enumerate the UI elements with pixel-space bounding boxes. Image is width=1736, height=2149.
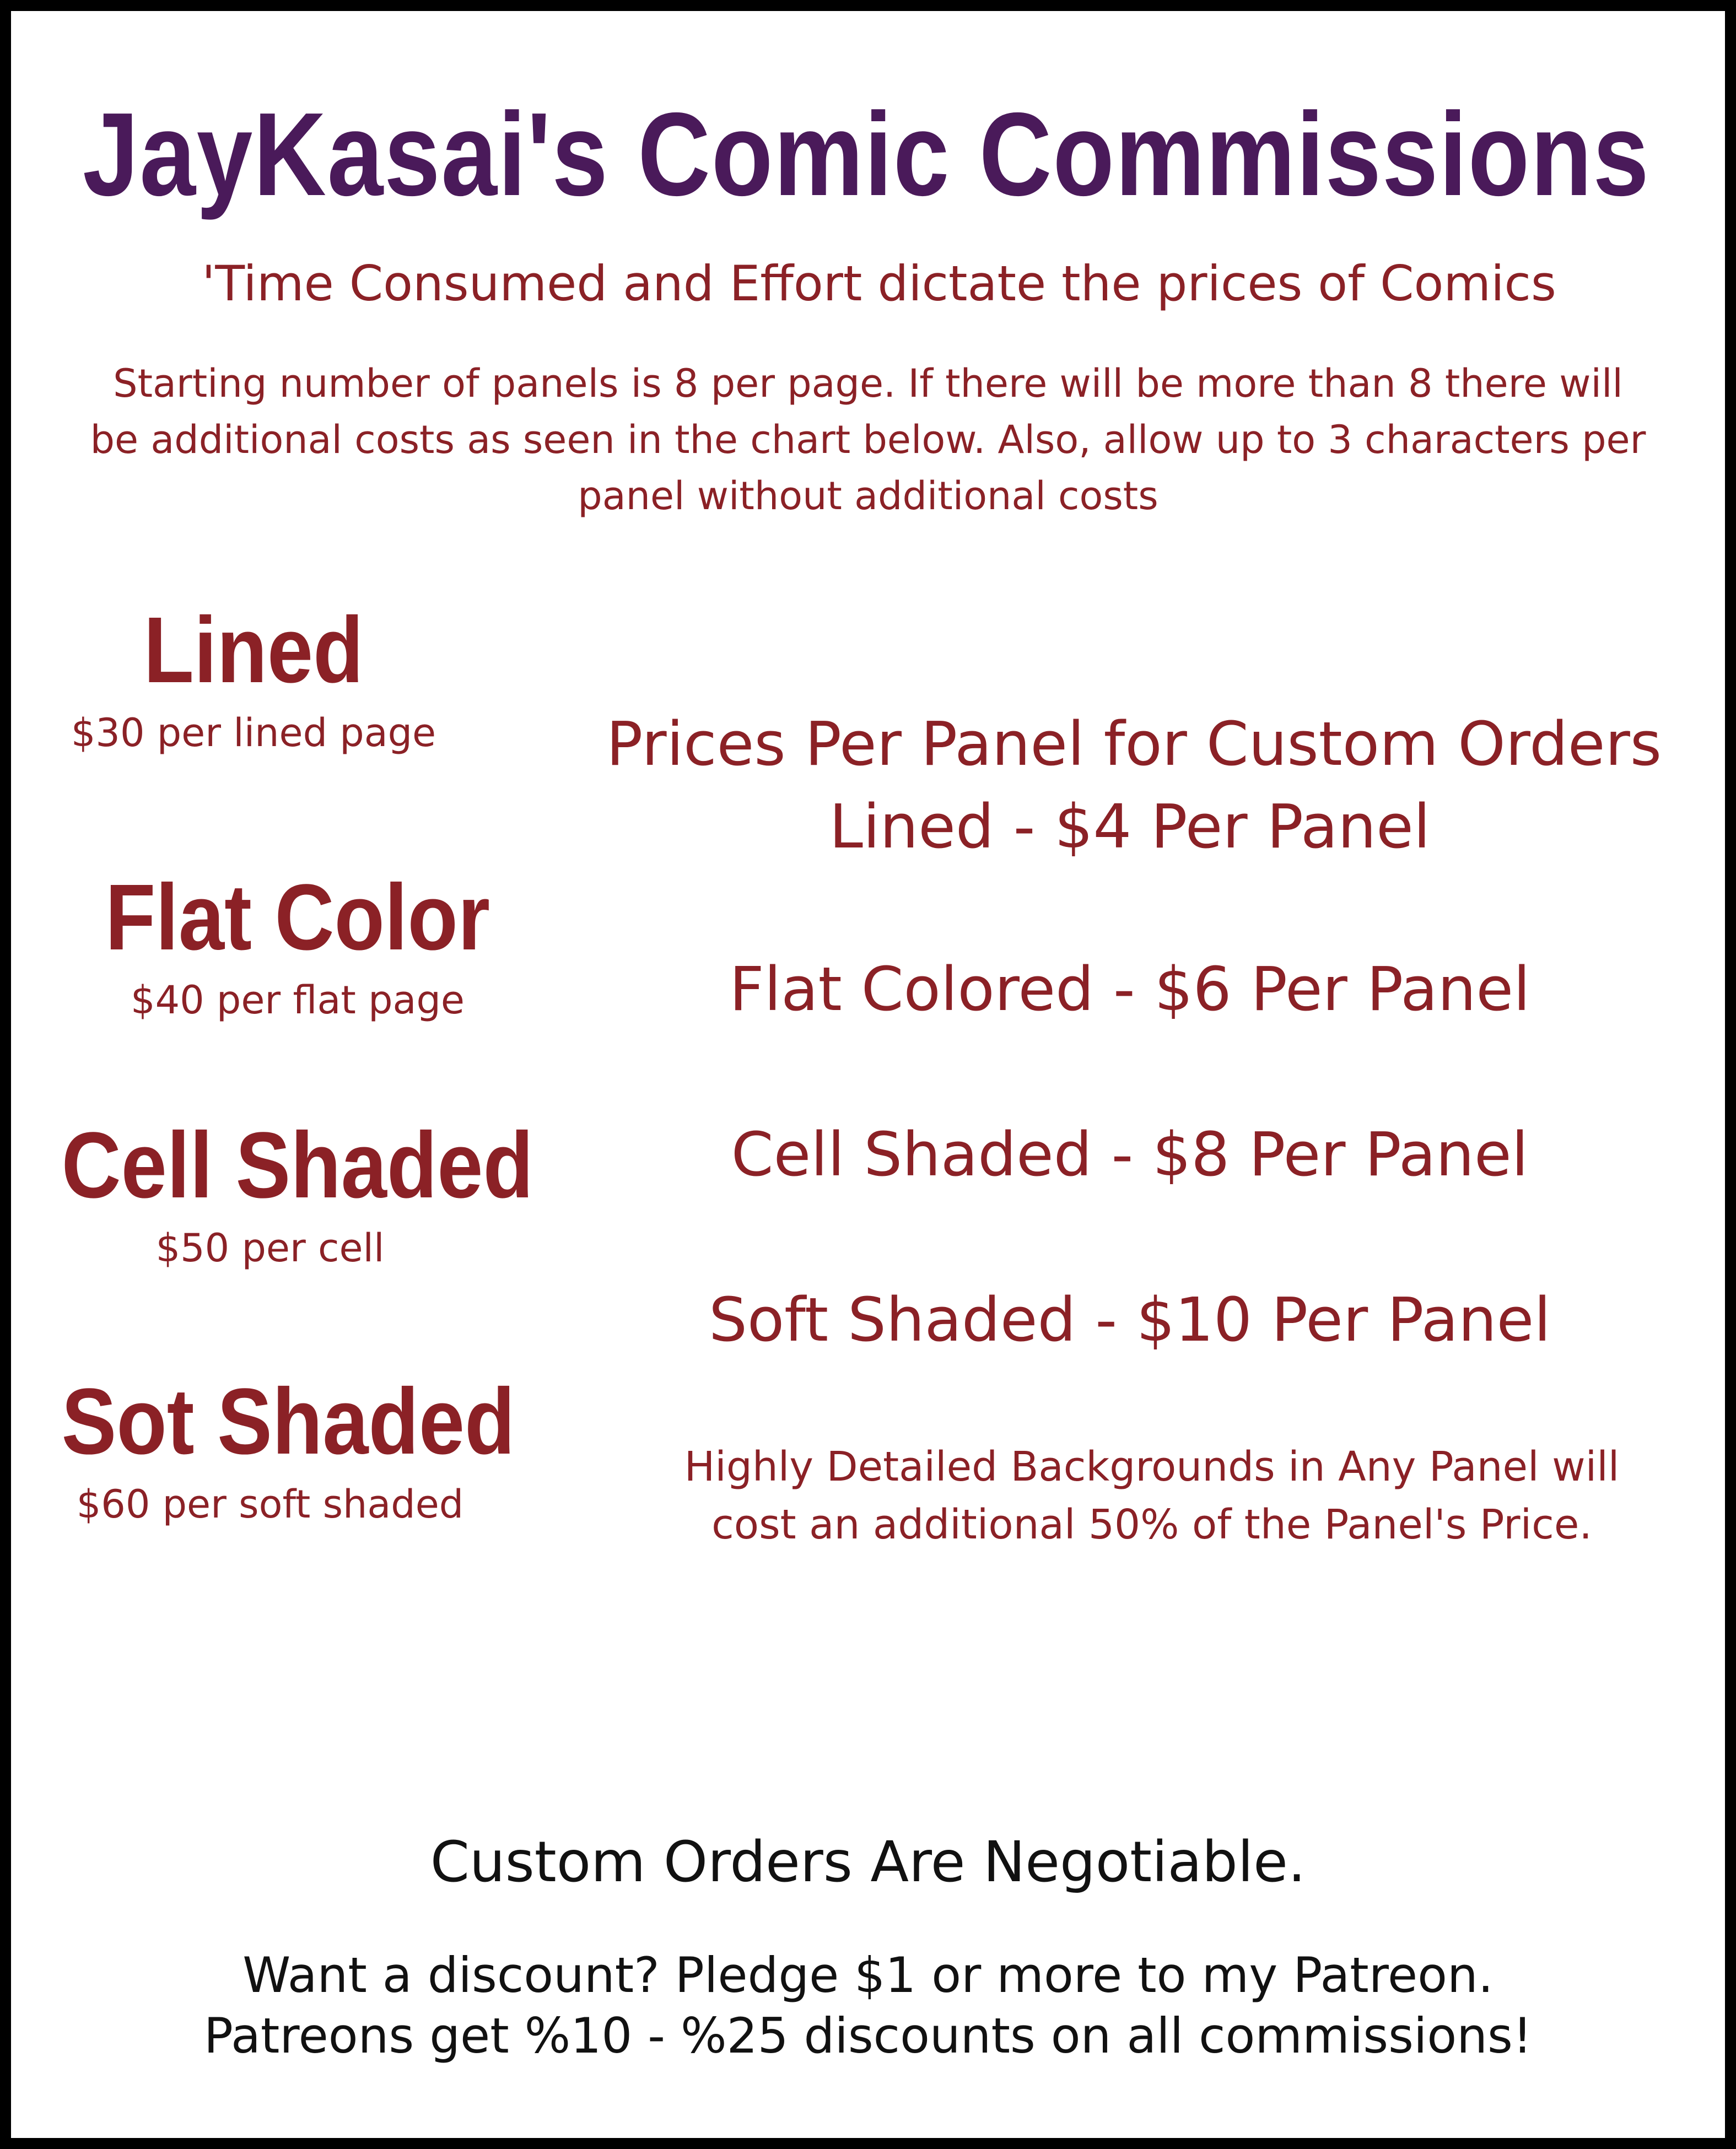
tier-name-lined: Lined (143, 598, 364, 703)
intro-text: Starting number of panels is 8 per page. If there will be more than 8 there will be additional costs as seen in the chart below. Also, allow up to 3 characters per panel without additional costs (90, 361, 1646, 519)
tier-price-cell-shaded: $50 per cell (155, 1225, 385, 1271)
price-sheet (11, 11, 1725, 2138)
tier-price-lined: $30 per lined page (71, 710, 436, 755)
subtitle: 'Time Consumed and Effort dictate the prices of Comics (202, 255, 1556, 312)
custom-orders-heading: Prices Per Panel for Custom Orders (606, 709, 1662, 779)
tier-name-soft-shaded: Sot Shaded (61, 1369, 515, 1474)
tier-name-flat-color: Flat Color (105, 865, 490, 970)
patreon-line-1: Want a discount? Pledge $1 or more to my Patreon. (242, 1947, 1494, 2004)
tier-price-flat-color: $40 per flat page (131, 978, 465, 1023)
negotiable-note: Custom Orders Are Negotiable. (430, 1829, 1306, 1895)
page-title: JayKasai's Comic Commissions (83, 88, 1650, 220)
custom-price-lined: Lined - $4 Per Panel (829, 791, 1431, 862)
custom-price-soft-shaded: Soft Shaded - $10 Per Panel (709, 1284, 1551, 1355)
background-surcharge-note: Highly Detailed Backgrounds in Any Panel will cost an additional 50% of the Panel's Price. (684, 1443, 1620, 1548)
custom-price-flat-colored: Flat Colored - $6 Per Panel (729, 954, 1530, 1024)
custom-price-cell-shaded: Cell Shaded - $8 Per Panel (731, 1119, 1529, 1190)
patreon-line-2: Patreons get %10 - %25 discounts on all commissions! (203, 2007, 1533, 2064)
tier-price-soft-shaded: $60 per soft shaded (76, 1482, 464, 1527)
tier-name-cell-shaded: Cell Shaded (61, 1113, 533, 1218)
